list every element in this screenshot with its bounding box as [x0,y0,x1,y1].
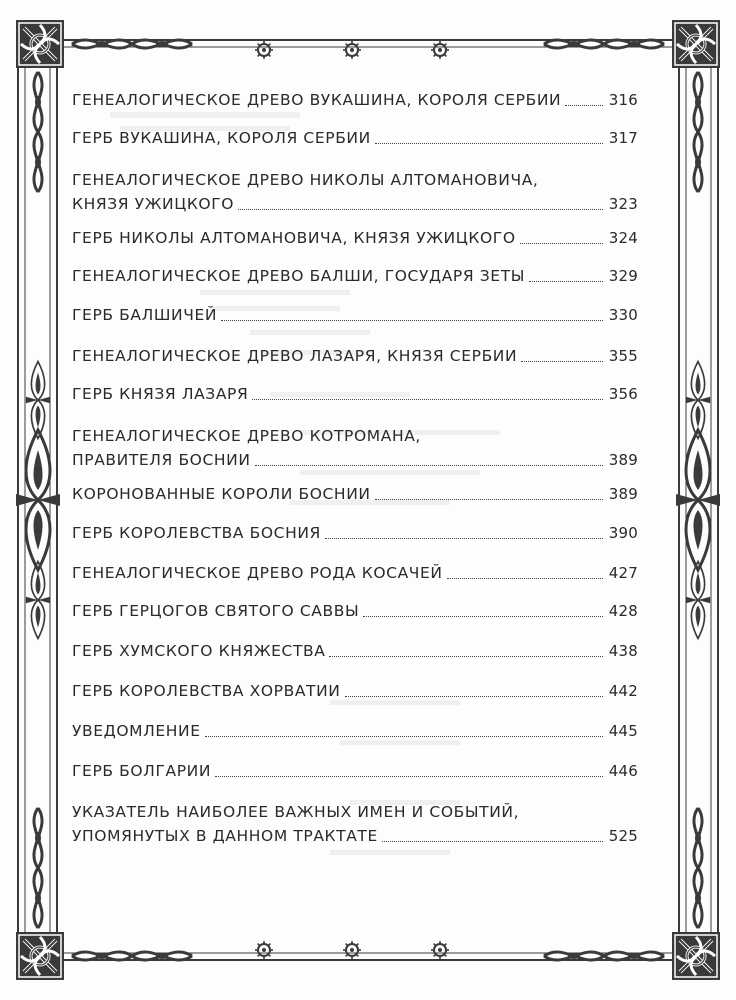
toc-entry-page: 445 [608,722,638,740]
toc-entry-page: 324 [608,229,638,247]
toc-entry[interactable] [72,482,638,506]
toc-entry[interactable] [72,719,638,743]
toc-entry-page: 438 [608,642,638,660]
toc-entry-title: КНЯЗЯ УЖИЦКОГО [72,195,235,213]
toc-entry-page: 356 [608,385,638,403]
toc-entry[interactable] [72,88,638,112]
toc-entry-title: КОРОНОВАННЫЕ КОРОЛИ БОСНИИ [72,485,371,503]
toc-entry-page: 390 [608,524,638,542]
toc-entry-title: ГЕНЕАЛОГИЧЕСКОЕ ДРЕВО ЛАЗАРЯ, КНЯЗЯ СЕРБИИ [72,347,518,365]
dot-leader [382,841,603,842]
toc-entry-title: ГЕРБ КОРОЛЕВСТВА ХОРВАТИИ [72,682,341,700]
dot-leader [363,616,603,617]
dot-leader [345,696,603,697]
toc-entry-title-line1: УКАЗАТЕЛЬ НАИБОЛЕЕ ВАЖНЫХ ИМЕН И СОБЫТИЙ, [72,803,520,821]
toc-entry[interactable] [72,226,638,250]
dot-leader [375,499,603,500]
dot-leader [375,143,603,144]
toc-entry-title: ГЕРБ КОРОЛЕВСТВА БОСНИЯ [72,524,321,542]
toc-entry[interactable] [72,424,638,472]
toc-entry-title-line1: ГЕНЕАЛОГИЧЕСКОЕ ДРЕВО КОТРОМАНА, [72,427,421,445]
toc-entry[interactable] [72,303,638,327]
toc-entry[interactable] [72,759,638,783]
toc-entry-title: УВЕДОМЛЕНИЕ [72,722,201,740]
toc-entry-title-line1: ГЕНЕАЛОГИЧЕСКОЕ ДРЕВО НИКОЛЫ АЛТОМАНОВИЧА, [72,171,539,189]
toc-entry-title: УПОМЯНУТЫХ В ДАННОМ ТРАКТАТЕ [72,827,378,845]
toc-entry[interactable] [72,521,638,545]
dot-leader [238,209,603,210]
toc-entry-title: ГЕРБ БОЛГАРИИ [72,762,212,780]
toc-entry-title: ГЕРБ КНЯЗЯ ЛАЗАРЯ [72,385,249,403]
dot-leader [252,399,602,400]
toc-entry-page: 317 [608,129,638,147]
toc-entry[interactable] [72,264,638,288]
dot-leader [329,656,602,657]
dot-leader [520,243,603,244]
dot-leader [205,736,603,737]
toc-entry-title: ГЕРБ ВУКАШИНА, КОРОЛЯ СЕРБИИ [72,129,371,147]
dot-leader [529,281,603,282]
toc-entry[interactable] [72,679,638,703]
toc-entry[interactable] [72,126,638,150]
toc-entry-page: 525 [608,827,638,845]
toc-entry[interactable] [72,599,638,623]
dot-leader [255,465,603,466]
toc-entry-title: ГЕНЕАЛОГИЧЕСКОЕ ДРЕВО ВУКАШИНА, КОРОЛЯ СЕРБИИ [72,91,562,109]
toc-entry-title: ГЕРБ ХУМСКОГО КНЯЖЕСТВА [72,642,326,660]
toc-entry-page: 446 [608,762,638,780]
toc-entry-title: ПРАВИТЕЛЯ БОСНИИ [72,451,251,469]
toc-entry[interactable] [72,382,638,406]
dot-leader [325,538,603,539]
dot-leader [215,776,603,777]
toc-entry-page: 389 [608,485,638,503]
dot-leader [565,105,603,106]
toc-entry[interactable] [72,800,638,848]
toc-entry-title: ГЕНЕАЛОГИЧЕСКОЕ ДРЕВО РОДА КОСАЧЕЙ [72,564,443,582]
toc-entry-page: 428 [608,602,638,620]
toc-entry-page: 427 [608,564,638,582]
toc-entry[interactable] [72,561,638,585]
toc-entry-title: ГЕНЕАЛОГИЧЕСКОЕ ДРЕВО БАЛШИ, ГОСУДАРЯ ЗЕТЫ [72,267,526,285]
dot-leader [221,320,603,321]
toc-entry[interactable] [72,344,638,368]
toc-entry[interactable] [72,639,638,663]
toc-entry[interactable] [72,168,638,216]
dot-leader [447,578,603,579]
toc-entry-title: ГЕРБ БАЛШИЧЕЙ [72,306,218,324]
toc-entry-page: 323 [608,195,638,213]
toc-entry-page: 329 [608,267,638,285]
toc-entry-page: 442 [608,682,638,700]
toc-entry-page: 389 [608,451,638,469]
dot-leader [521,361,603,362]
toc-entry-title: ГЕРБ НИКОЛЫ АЛТОМАНОВИЧА, КНЯЗЯ УЖИЦКОГО [72,229,516,247]
toc-entry-page: 355 [608,347,638,365]
toc-entry-page: 316 [608,91,638,109]
toc-entry-page: 330 [608,306,638,324]
toc-entry-title: ГЕРБ ГЕРЦОГОВ СВЯТОГО САВВЫ [72,602,360,620]
